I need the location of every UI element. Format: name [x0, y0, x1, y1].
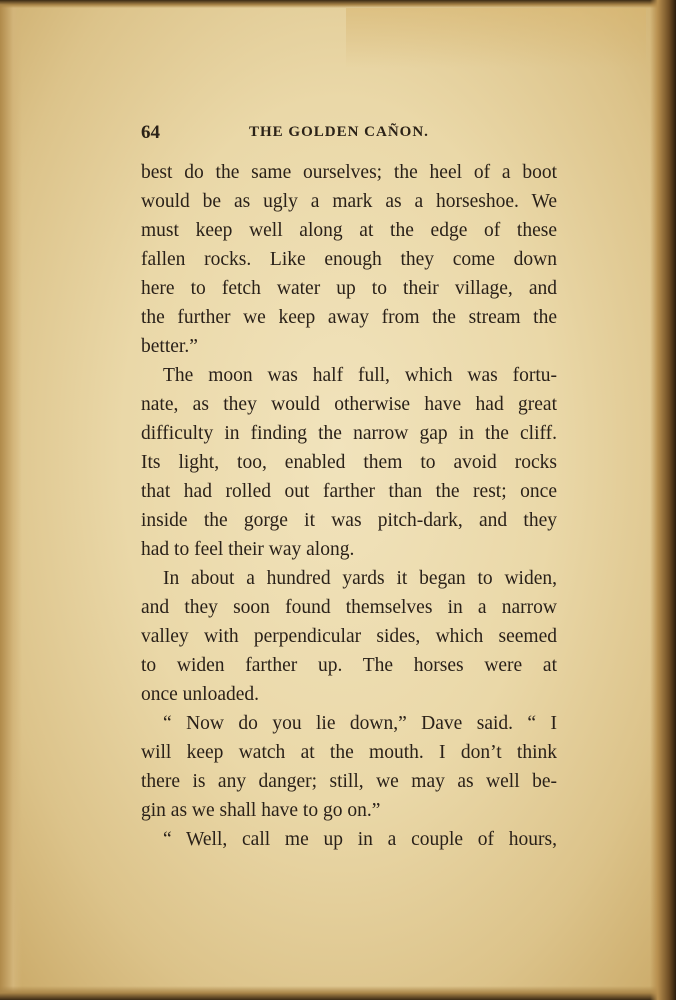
text-line: fallen rocks. Like enough they come down [141, 249, 557, 270]
text-line: valley with perpendicular sides, which seemed [141, 626, 557, 647]
page-bottom-edge [0, 986, 676, 1000]
page-number: 64 [141, 122, 160, 143]
text-line: inside the gorge it was pitch-dark, and they [141, 510, 557, 531]
page-stain [346, 8, 646, 68]
text-line: once unloaded. [141, 684, 260, 705]
text-line: best do the same ourselves; the heel of a boot [141, 162, 557, 183]
page-top-edge [0, 0, 676, 8]
text-line: “ Now do you lie down,” Dave said. “ I [163, 713, 557, 734]
text-line: will keep watch at the mouth. I don’t think [141, 742, 557, 763]
text-line: The moon was half full, which was fortu- [163, 365, 557, 386]
text-line: In about a hundred yards it began to widen, [163, 568, 557, 589]
text-line: and they soon found themselves in a narrow [141, 597, 557, 618]
text-line: must keep well along at the edge of these [141, 220, 557, 241]
page-header [141, 122, 557, 144]
text-line: to widen farther up. The horses were at [141, 655, 557, 676]
text-line: had to feel their way along. [141, 539, 355, 560]
text-line: Its light, too, enabled them to avoid rocks [141, 452, 557, 473]
text-line: nate, as they would otherwise have had great [141, 394, 557, 415]
text-line: would be as ugly a mark as a horseshoe. We [141, 191, 557, 212]
text-line: difficulty in finding the narrow gap in the cliff. [141, 423, 557, 444]
text-line: here to fetch water up to their village, and [141, 278, 557, 299]
running-title: THE GOLDEN CAÑON. [249, 124, 429, 140]
text-line: the further we keep away from the stream the [141, 307, 557, 328]
text-line: gin as we shall have to go on.” [141, 800, 381, 821]
text-line: there is any danger; still, we may as well be- [141, 771, 557, 792]
text-line: that had rolled out farther than the rest; once [141, 481, 557, 502]
body-text [141, 158, 557, 854]
text-line: “ Well, call me up in a couple of hours, [163, 829, 557, 850]
text-line: better.” [141, 336, 198, 357]
